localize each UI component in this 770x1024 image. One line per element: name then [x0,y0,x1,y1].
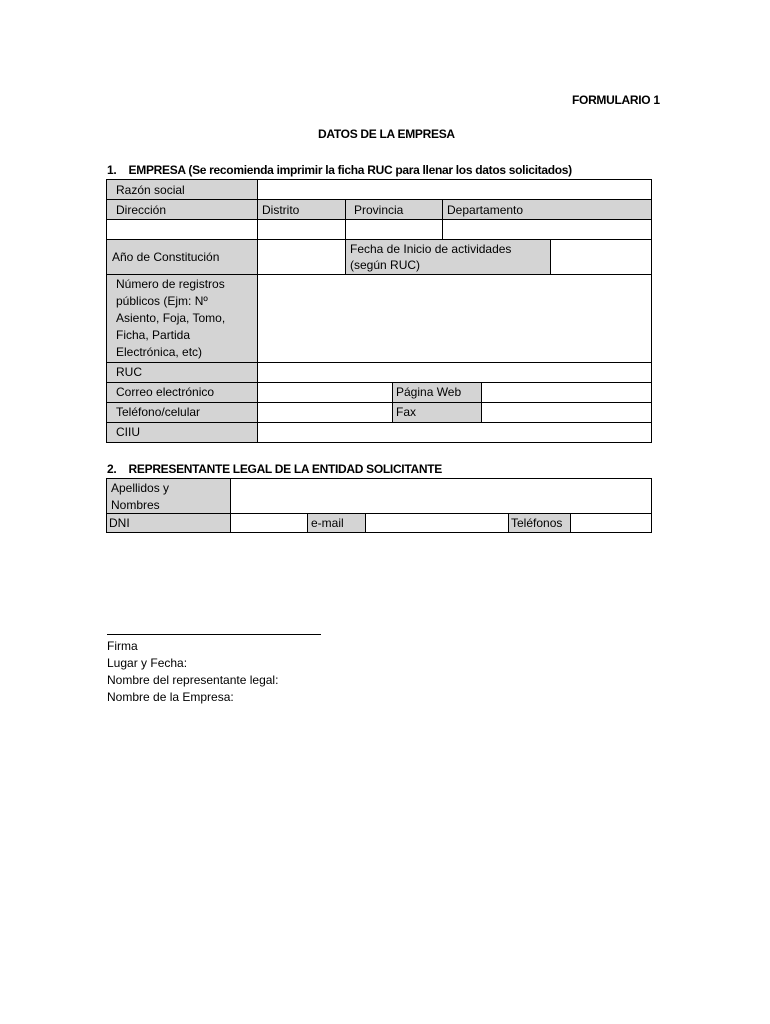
razon-social-input[interactable] [257,179,652,200]
ciiu-label: CIIU [116,425,140,439]
anio-constitucion-label: Año de Constitución [112,250,220,264]
email-label-cell [307,513,366,533]
pagina-web-input[interactable] [481,382,652,403]
provincia-label: Provincia [354,203,404,217]
departamento-input[interactable] [442,219,652,240]
dni-input[interactable] [230,513,308,533]
fax-label: Fax [396,405,417,419]
ruc-input[interactable] [257,362,652,383]
fecha-inicio-label-line2: (según RUC) [350,258,421,272]
razon-social-label-cell [106,179,258,200]
departamento-label: Departamento [447,203,524,217]
direccion-input[interactable] [106,219,258,240]
fecha-inicio-label-cell [345,239,551,275]
anio-constitucion-label-cell [106,239,258,275]
correo-label-cell [106,382,258,403]
fax-input[interactable] [481,402,652,423]
telefonos-label-cell [508,513,571,533]
dni-label-cell [106,513,231,533]
apellidos-label-line1: Apellidos y [111,481,170,495]
section1-heading: 1. EMPRESA (Se recomienda imprimir la ficha RUC para llenar los datos solicitados) [107,163,572,177]
razon-social-label: Razón social [116,183,185,197]
telefonos-label: Teléfonos [511,516,563,530]
registros-label-line4: Ficha, Partida [116,328,191,342]
telefono-label-cell [106,402,258,423]
anio-constitucion-input[interactable] [257,239,346,275]
distrito-label: Distrito [262,203,300,217]
fecha-inicio-label-line1: Fecha de Inicio de actividades [350,242,512,256]
registros-label-line3: Asiento, Foja, Tomo, [116,311,226,325]
registros-input[interactable] [257,274,652,363]
distrito-input[interactable] [257,219,346,240]
correo-label: Correo electrónico [116,385,215,399]
pagina-web-label: Página Web [396,385,462,399]
dni-label: DNI [109,516,130,530]
ciiu-input[interactable] [257,422,652,443]
nombre-empresa-label: Nombre de la Empresa: [107,690,234,704]
telefonos-input[interactable] [570,513,652,533]
form-id: FORMULARIO 1 [572,93,660,107]
apellidos-input[interactable] [230,478,652,514]
lugar-fecha-label: Lugar y Fecha: [107,656,188,670]
pagina-web-label-cell [392,382,482,403]
apellidos-label-cell [106,478,231,514]
page-title: DATOS DE LA EMPRESA [318,127,455,141]
departamento-label-cell [442,199,652,220]
registros-label-line5: Electrónica, etc) [116,345,203,359]
direccion-label-cell [106,199,258,220]
provincia-input[interactable] [345,219,443,240]
section2-heading: 2. REPRESENTANTE LEGAL DE LA ENTIDAD SOLICITANTE [107,462,442,476]
email-label: e-mail [311,516,344,530]
distrito-label-cell [257,199,346,220]
direccion-label: Dirección [116,203,167,217]
telefono-label: Teléfono/celular [116,405,201,419]
nombre-representante-label: Nombre del representante legal: [107,673,279,687]
apellidos-label-line2: Nombres [111,498,160,512]
provincia-label-cell [345,199,443,220]
signature-line[interactable] [107,634,321,635]
registros-label-line1: Número de registros [116,277,225,291]
fax-label-cell [392,402,482,423]
ruc-label: RUC [116,365,142,379]
fecha-inicio-input[interactable] [550,239,652,275]
correo-input[interactable] [257,382,393,403]
email-input[interactable] [365,513,509,533]
registros-label-line2: públicos (Ejm: Nº [116,294,208,308]
ciiu-label-cell [106,422,258,443]
ruc-label-cell [106,362,258,383]
telefono-input[interactable] [257,402,393,423]
firma-label: Firma [107,639,138,653]
registros-label-cell [106,274,258,363]
